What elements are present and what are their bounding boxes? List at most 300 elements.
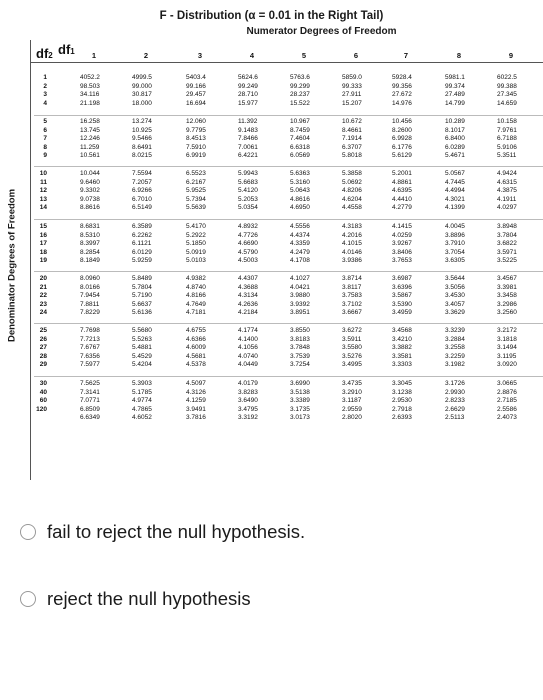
row-label-df2: 17 — [39, 240, 47, 248]
column-header: 2 — [143, 51, 149, 60]
table-cell: 7.8466 — [238, 135, 258, 143]
table-cell: 5.6637 — [132, 300, 152, 308]
table-cell: 3.3458 — [497, 292, 517, 300]
table-cell: 99.356 — [392, 82, 412, 90]
table-cell: 2.4073 — [497, 414, 517, 422]
table-cell: 3.8117 — [342, 283, 362, 291]
table-cell: 2.7185 — [497, 397, 517, 405]
table-cell: 3.1982 — [445, 361, 465, 369]
radio-button[interactable] — [20, 591, 36, 607]
table-cell: 4.9424 — [497, 170, 517, 177]
table-cell: 2.8876 — [497, 388, 517, 396]
table-cell: 7.5910 — [186, 143, 206, 151]
table-cell: 6.8400 — [445, 135, 465, 143]
table-cell: 3.7816 — [186, 414, 206, 422]
band-divider — [34, 271, 543, 272]
column-header: 6 — [353, 51, 359, 60]
y-axis-label: Denominator Degrees of Freedom — [6, 188, 18, 343]
table-cell: 4.4374 — [290, 231, 310, 239]
table-cell: 9.1483 — [238, 126, 258, 134]
table-cell: 4.0449 — [238, 361, 258, 369]
table-cell: 28.710 — [238, 91, 258, 99]
table-cell: 4.6315 — [497, 178, 517, 186]
table-cell: 5.0643 — [290, 187, 310, 195]
table-cell: 2.9530 — [392, 397, 412, 405]
table-cell: 8.1017 — [445, 126, 465, 134]
table-cell: 9.6460 — [80, 178, 100, 186]
table-cell: 5.5263 — [132, 335, 152, 343]
table-cell: 4.0146 — [342, 248, 362, 256]
table-cell: 4.3183 — [342, 223, 362, 230]
table-cell: 2.7918 — [392, 405, 412, 413]
row-label-df2: 28 — [39, 352, 47, 360]
table-cell: 3.8183 — [290, 335, 310, 343]
table-cell: 3.3303 — [392, 361, 412, 369]
table-cell: 6.8509 — [80, 405, 100, 413]
table-cell: 3.9491 — [186, 405, 206, 413]
column-header: 9 — [508, 51, 514, 60]
table-cell: 3.5056 — [445, 283, 465, 291]
table-cell: 99.000 — [132, 82, 152, 90]
row-label-df2: 20 — [39, 275, 47, 282]
row-label-df2: 16 — [39, 231, 47, 239]
table-cell: 7.3141 — [80, 388, 100, 396]
table-cell: 3.4057 — [445, 300, 465, 308]
table-cell: 4.8616 — [290, 195, 310, 203]
row-label-df2: 7 — [43, 135, 47, 143]
table-cell: 9.5466 — [132, 135, 152, 143]
row-label-df2: 12 — [39, 187, 47, 195]
df1-sub: 1 — [70, 47, 75, 56]
table-cell: 4.3875 — [497, 187, 517, 195]
table-cell: 13.274 — [132, 118, 152, 125]
table-cell: 10.456 — [392, 118, 412, 125]
table-cell: 2.5113 — [445, 414, 465, 422]
row-label-df2: 30 — [39, 380, 47, 387]
table-cell: 9.3302 — [80, 187, 100, 195]
table-cell: 4.3688 — [238, 283, 258, 291]
table-cell: 4.8740 — [186, 283, 206, 291]
table-cell: 5.4529 — [132, 352, 152, 360]
table-cell: 4.5378 — [186, 361, 206, 369]
choice-label: fail to reject the null hypothesis. — [47, 521, 306, 542]
table-cell: 4.5790 — [238, 248, 258, 256]
table-cell: 3.3192 — [238, 414, 258, 422]
table-cell: 15.207 — [342, 99, 362, 107]
table-cell: 5.1850 — [186, 240, 206, 248]
table-cell: 6.9928 — [392, 135, 412, 143]
table-cell: 3.2910 — [342, 388, 362, 396]
table-cell: 5624.6 — [238, 74, 258, 81]
table-cell: 8.7459 — [290, 126, 310, 134]
table-cell: 3.6272 — [342, 327, 362, 334]
table-cell: 7.5594 — [132, 170, 152, 177]
table-cell: 4.6052 — [132, 414, 152, 422]
table-cell: 3.4995 — [342, 361, 362, 369]
table-cell: 6.4221 — [238, 152, 258, 160]
table-subtitle: Numerator Degrees of Freedom — [246, 26, 397, 37]
table-cell: 4.0297 — [497, 204, 517, 212]
table-cell: 5.0567 — [445, 170, 465, 177]
table-cell: 6.3707 — [342, 143, 362, 151]
table-cell: 7.2057 — [132, 178, 152, 186]
table-cell: 3.1187 — [342, 397, 362, 405]
table-cell: 5.4120 — [238, 187, 258, 195]
df2-sub: 2 — [48, 51, 53, 60]
row-label-df2: 22 — [39, 292, 47, 300]
table-cell: 8.4513 — [186, 135, 206, 143]
table-cell: 27.911 — [342, 91, 362, 99]
answer-choice-1[interactable] — [20, 518, 520, 546]
table-cell: 3.7848 — [290, 344, 310, 352]
table-cell: 4.2636 — [238, 300, 258, 308]
table-cell: 4.1415 — [392, 223, 412, 230]
table-cell: 8.4661 — [342, 126, 362, 134]
table-cell: 5.6129 — [392, 152, 412, 160]
table-cell: 7.6356 — [80, 352, 100, 360]
table-cell: 4.8861 — [392, 178, 412, 186]
table-cell: 3.0665 — [497, 380, 517, 387]
df-corner-label — [36, 42, 80, 62]
table-cell: 9.7795 — [186, 126, 206, 134]
table-cell: 3.5971 — [497, 248, 517, 256]
table-cell: 11.392 — [238, 118, 258, 125]
table-cell: 4.2479 — [290, 248, 310, 256]
table-cell: 3.4735 — [342, 380, 362, 387]
table-cell: 8.2600 — [392, 126, 412, 134]
table-cell: 5.0354 — [238, 204, 258, 212]
table-cell: 5.5680 — [132, 327, 152, 334]
table-cell: 8.0215 — [132, 152, 152, 160]
row-label-df2: 25 — [39, 327, 47, 334]
table-cell: 3.4795 — [238, 405, 258, 413]
table-cell: 3.4959 — [392, 309, 412, 317]
table-cell: 3.5911 — [342, 335, 362, 343]
table-cell: 4.0740 — [238, 352, 258, 360]
table-cell: 8.6831 — [80, 223, 100, 230]
table-cell: 4.1400 — [238, 335, 258, 343]
column-header: 3 — [197, 51, 203, 60]
row-label-df2: 8 — [43, 143, 47, 151]
table-cell: 7.5625 — [80, 380, 100, 387]
header-divider — [30, 62, 543, 63]
table-cell: 3.3581 — [392, 352, 412, 360]
row-label-df2: 40 — [39, 388, 47, 396]
table-cell: 6.0129 — [132, 248, 152, 256]
table-cell: 6.2262 — [132, 231, 152, 239]
table-cell: 5.4170 — [186, 223, 206, 230]
band-divider — [34, 376, 543, 377]
table-cell: 14.976 — [392, 99, 412, 107]
table-cell: 4.0045 — [445, 223, 465, 230]
table-cell: 4.0259 — [392, 231, 412, 239]
table-cell: 6.2167 — [186, 178, 206, 186]
table-cell: 3.9392 — [290, 300, 310, 308]
table-cell: 7.8811 — [80, 300, 100, 308]
table-cell: 4.2184 — [238, 309, 258, 317]
table-cell: 4.6395 — [392, 187, 412, 195]
table-cell: 5859.0 — [342, 74, 362, 81]
row-label-df2: 6 — [43, 126, 47, 134]
table-cell: 5.2922 — [186, 231, 206, 239]
table-cell: 3.1238 — [392, 388, 412, 396]
table-cell: 5.7190 — [132, 292, 152, 300]
table-cell: 7.7213 — [80, 335, 100, 343]
column-header: 7 — [403, 51, 409, 60]
table-cell: 3.1195 — [497, 352, 517, 360]
df2-label: df — [36, 46, 49, 61]
column-header: 8 — [456, 51, 462, 60]
table-cell: 6.1776 — [392, 143, 412, 151]
table-cell: 3.6987 — [392, 275, 412, 282]
table-cell: 6.5523 — [186, 170, 206, 177]
table-cell: 4.8166 — [186, 292, 206, 300]
table-cell: 3.3882 — [392, 344, 412, 352]
table-cell: 14.799 — [445, 99, 465, 107]
table-cell: 10.672 — [342, 118, 362, 125]
table-cell: 3.6990 — [290, 380, 310, 387]
table-cell: 2.8233 — [445, 397, 465, 405]
table-cell: 3.2884 — [445, 335, 465, 343]
table-cell: 16.694 — [186, 99, 206, 107]
table-cell: 5.6136 — [132, 309, 152, 317]
table-cell: 5.3160 — [290, 178, 310, 186]
table-cell: 3.5390 — [392, 300, 412, 308]
table-cell: 6.6318 — [290, 143, 310, 151]
column-header: 1 — [91, 51, 97, 60]
table-cell: 5.9106 — [497, 143, 517, 151]
table-cell: 3.8714 — [342, 275, 362, 282]
table-cell: 6.0569 — [290, 152, 310, 160]
table-cell: 6.7188 — [497, 135, 517, 143]
table-cell: 5763.6 — [290, 74, 310, 81]
band-divider — [34, 115, 543, 116]
row-label-df2: 19 — [39, 257, 47, 265]
table-cell: 6.0289 — [445, 143, 465, 151]
column-header: 5 — [301, 51, 307, 60]
table-cell: 5.3511 — [497, 152, 517, 160]
row-label-df2: 18 — [39, 248, 47, 256]
rowlabel-divider — [30, 40, 31, 480]
table-cell: 3.6305 — [445, 257, 465, 265]
table-cell: 2.5586 — [497, 405, 517, 413]
table-cell: 5.4881 — [132, 344, 152, 352]
table-cell: 4.5681 — [186, 352, 206, 360]
table-cell: 4.1911 — [497, 195, 517, 203]
table-cell: 4999.5 — [132, 74, 152, 81]
answer-choice-2[interactable] — [20, 585, 520, 613]
table-cell: 3.8951 — [290, 309, 310, 317]
table-cell: 13.745 — [80, 126, 100, 134]
radio-button[interactable] — [20, 524, 36, 540]
table-cell: 4.3134 — [238, 292, 258, 300]
table-cell: 3.5276 — [342, 352, 362, 360]
table-cell: 6.6349 — [80, 414, 100, 422]
column-header: 4 — [249, 51, 255, 60]
table-cell: 3.7804 — [497, 231, 517, 239]
table-cell: 3.8406 — [392, 248, 412, 256]
table-cell: 3.1818 — [497, 335, 517, 343]
table-cell: 5.7804 — [132, 283, 152, 291]
table-cell: 5.0692 — [342, 178, 362, 186]
table-cell: 4.4307 — [238, 275, 258, 282]
choice-label: reject the null hypothesis — [47, 588, 251, 609]
table-cell: 99.166 — [186, 82, 206, 90]
table-cell: 4.1774 — [238, 327, 258, 334]
table-cell: 3.3981 — [497, 283, 517, 291]
table-cell: 15.977 — [238, 99, 258, 107]
table-cell: 3.0920 — [497, 361, 517, 369]
table-cell: 3.6490 — [238, 397, 258, 405]
table-cell: 3.1494 — [497, 344, 517, 352]
table-cell: 4.5556 — [290, 223, 310, 230]
table-cell: 2.8020 — [342, 414, 362, 422]
table-cell: 5.0103 — [186, 257, 206, 265]
band-divider — [34, 219, 543, 220]
table-cell: 3.3045 — [392, 380, 412, 387]
table-cell: 10.925 — [132, 126, 152, 134]
table-cell: 7.0061 — [238, 143, 258, 151]
row-label-df2: 23 — [39, 300, 47, 308]
table-cell: 7.9454 — [80, 292, 100, 300]
table-cell: 3.8896 — [445, 231, 465, 239]
table-cell: 10.044 — [80, 170, 100, 177]
table-cell: 6.5149 — [132, 204, 152, 212]
table-cell: 34.116 — [80, 91, 100, 99]
table-cell: 3.5580 — [342, 344, 362, 352]
table-cell: 4.1056 — [238, 344, 258, 352]
table-cell: 5.9259 — [132, 257, 152, 265]
table-cell: 3.7254 — [290, 361, 310, 369]
table-cell: 10.158 — [497, 118, 517, 125]
table-cell: 5.1785 — [132, 388, 152, 396]
table-cell: 8.2854 — [80, 248, 100, 256]
table-cell: 16.258 — [80, 118, 100, 125]
table-cell: 3.9386 — [342, 257, 362, 265]
table-cell: 21.198 — [80, 99, 100, 107]
table-cell: 3.7653 — [392, 257, 412, 265]
table-cell: 5.2001 — [392, 170, 412, 177]
table-cell: 3.7910 — [445, 240, 465, 248]
table-cell: 29.457 — [186, 91, 206, 99]
table-cell: 3.4568 — [392, 327, 412, 334]
table-cell: 3.1735 — [290, 405, 310, 413]
table-cell: 27.672 — [392, 91, 412, 99]
row-label-df2: 14 — [39, 204, 47, 212]
table-cell: 7.7698 — [80, 327, 100, 334]
table-cell: 3.4530 — [445, 292, 465, 300]
table-cell: 4.8206 — [342, 187, 362, 195]
table-cell: 4.7726 — [238, 231, 258, 239]
table-cell: 5.4204 — [132, 361, 152, 369]
table-cell: 6.1121 — [132, 240, 152, 248]
table-cell: 2.6393 — [392, 414, 412, 422]
row-label-df2: 27 — [39, 344, 47, 352]
row-label-df2: 1 — [43, 74, 47, 81]
table-cell: 3.5138 — [290, 388, 310, 396]
table-cell: 5.7394 — [186, 195, 206, 203]
table-cell: 4.4410 — [392, 195, 412, 203]
table-cell: 3.4567 — [497, 275, 517, 282]
table-cell: 4.0179 — [238, 380, 258, 387]
table-cell: 99.299 — [290, 82, 310, 90]
table-cell: 10.967 — [290, 118, 310, 125]
table-cell: 12.060 — [186, 118, 206, 125]
table-cell: 5.4671 — [445, 152, 465, 160]
row-label-df2: 4 — [43, 99, 47, 107]
table-cell: 3.2172 — [497, 327, 517, 334]
table-cell: 4.8932 — [238, 223, 258, 230]
table-cell: 3.9880 — [290, 292, 310, 300]
row-label-df2: 120 — [36, 405, 47, 413]
table-cell: 4.7445 — [445, 178, 465, 186]
table-cell: 6.7010 — [132, 195, 152, 203]
table-cell: 5.6363 — [290, 170, 310, 177]
table-cell: 5928.4 — [392, 74, 412, 81]
table-cell: 5.9525 — [186, 187, 206, 195]
table-cell: 9.0738 — [80, 195, 100, 203]
table-cell: 7.9761 — [497, 126, 517, 134]
table-cell: 4.7649 — [186, 300, 206, 308]
table-cell: 3.6396 — [392, 283, 412, 291]
table-cell: 10.289 — [445, 118, 465, 125]
table-cell: 4.7865 — [132, 405, 152, 413]
table-cell: 8.3997 — [80, 240, 100, 248]
table-title: F - Distribution (α = 0.01 in the Right Tail) — [159, 10, 384, 22]
table-cell: 7.4604 — [290, 135, 310, 143]
table-cell: 5.8489 — [132, 275, 152, 282]
table-cell: 4.6366 — [186, 335, 206, 343]
table-cell: 8.8616 — [80, 204, 100, 212]
table-cell: 4.1259 — [186, 397, 206, 405]
table-cell: 99.374 — [445, 82, 465, 90]
table-cell: 4.6690 — [238, 240, 258, 248]
row-label-df2: 21 — [39, 283, 47, 291]
table-cell: 3.4210 — [392, 335, 412, 343]
df1-label: df — [58, 42, 71, 57]
table-cell: 4.3126 — [186, 388, 206, 396]
row-label-df2: 15 — [39, 223, 47, 230]
row-label-df2: 13 — [39, 195, 47, 203]
table-cell: 4.7181 — [186, 309, 206, 317]
table-cell: 3.2558 — [445, 344, 465, 352]
table-cell: 4.1027 — [290, 275, 310, 282]
table-cell: 8.0960 — [80, 275, 100, 282]
table-cell: 5.3858 — [342, 170, 362, 177]
table-cell: 4.9382 — [186, 275, 206, 282]
table-cell: 5.6683 — [238, 178, 258, 186]
table-cell: 6022.5 — [497, 74, 517, 81]
table-cell: 7.1914 — [342, 135, 362, 143]
row-label-df2: 26 — [39, 335, 47, 343]
table-cell: 5.0919 — [186, 248, 206, 256]
table-cell: 2.9930 — [445, 388, 465, 396]
table-cell: 3.8948 — [497, 223, 517, 230]
row-label-df2: 3 — [43, 91, 47, 99]
row-label-df2: 29 — [39, 361, 47, 369]
table-cell: 30.817 — [132, 91, 152, 99]
table-cell: 7.8229 — [80, 309, 100, 317]
table-cell: 5.9943 — [238, 170, 258, 177]
band-divider — [34, 166, 543, 167]
table-cell: 99.249 — [238, 82, 258, 90]
table-cell: 3.2986 — [497, 300, 517, 308]
table-cell: 8.6491 — [132, 143, 152, 151]
table-cell: 4.4558 — [342, 204, 362, 212]
table-cell: 3.3239 — [445, 327, 465, 334]
table-cell: 4.1399 — [445, 204, 465, 212]
band-divider — [34, 323, 543, 324]
